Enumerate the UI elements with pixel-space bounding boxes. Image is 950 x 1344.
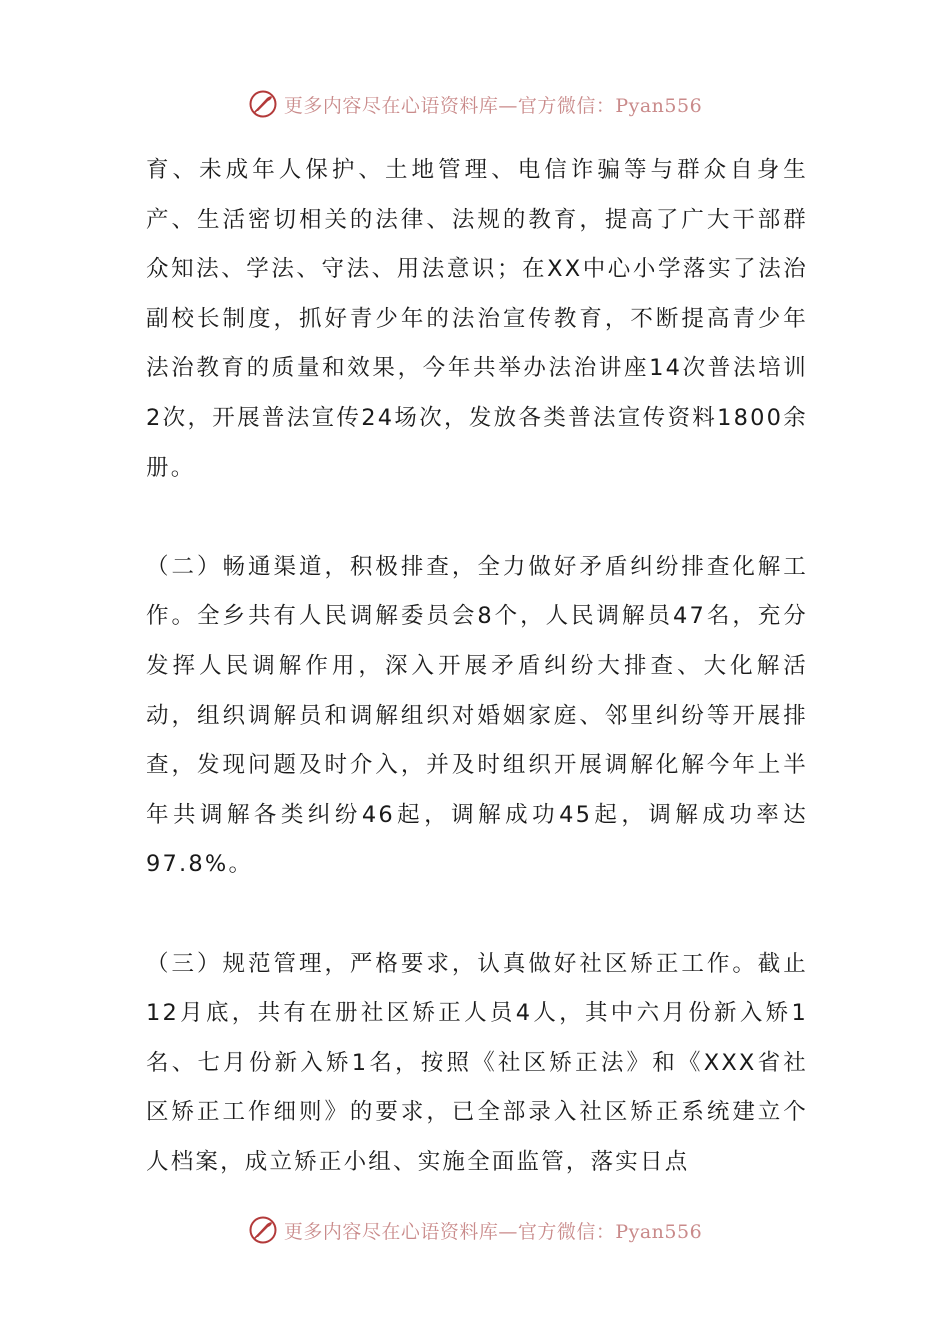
watermark-text: 更多内容尽在心语资料库—官方微信：Pyan556: [283, 94, 703, 117]
paragraph-community-correction: （三）规范管理，严格要求，认真做好社区矫正工作。截止12月底，共有在册社区矫正人员4人，其中六月份新入矫1名、七月份新入矫1名，按照《社区矫正法》和《XXX省社区矫正工作细则》的要求，已全部录入社区矫正系统建立个人档案，成立矫正小组、实施全面监管，落实日点: [146, 950, 808, 1175]
paragraph-dispute-mediation: （二）畅通渠道，积极排查，全力做好矛盾纠纷排查化解工作。全乡共有人民调解委员会8个，人民调解员47名，充分发挥人民调解作用，深入开展矛盾纠纷大排查、大化解活动，组织调解员和调解组织对婚姻家庭、邻里纠纷等开展排查，发现问题及时介入，并及时组织开展调解化解今年上半年共调解各类纠纷46起，调解成功45起，调解成功率达97.8%。: [146, 553, 808, 878]
watermark-text: 更多内容尽在心语资料库—官方微信：Pyan556: [283, 1220, 703, 1243]
quill-logo-icon: [248, 89, 278, 119]
footer-watermark: [0, 1210, 950, 1250]
header-watermark: [0, 84, 950, 124]
paragraph-legal-education: 育、未成年人保护、土地管理、电信诈骗等与群众自身生产、生活密切相关的法律、法规的教育，提高了广大干部群众知法、学法、守法、用法意识；在XX中心小学落实了法治副校长制度，抓好青少年的法治宣传教育，不断提高青少年法治教育的质量和效果，今年共举办法治讲座14次普法培训2次，开展普法宣传24场次，发放各类普法宣传资料1800余册。: [146, 157, 808, 481]
document-body: [146, 146, 808, 1187]
quill-logo-icon: [248, 1215, 278, 1245]
